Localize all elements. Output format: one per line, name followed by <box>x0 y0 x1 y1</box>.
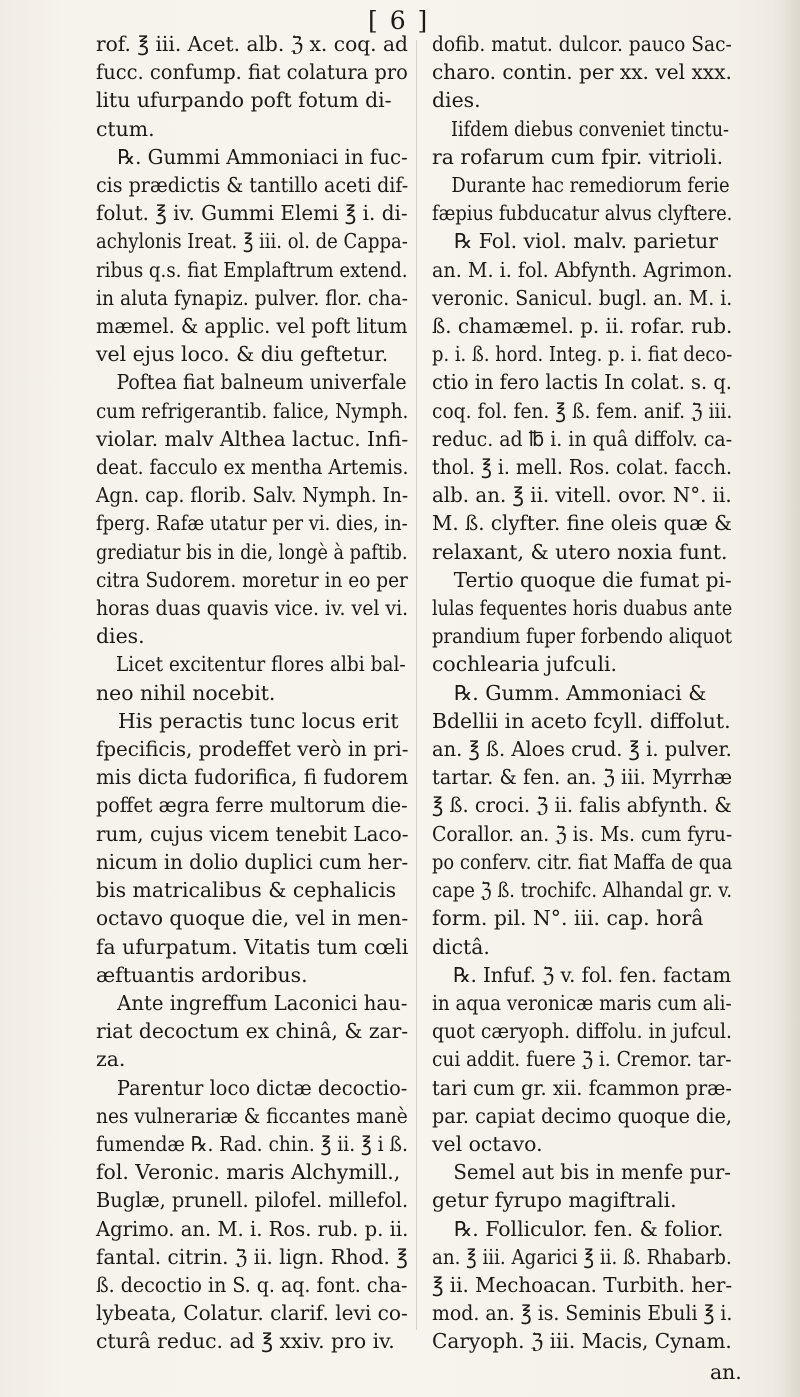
text-line: violar. malv Althea lactuc. Infi- <box>96 426 409 451</box>
text-line: Tertio quoque die fumat pi- <box>453 567 732 592</box>
page-number: [ 6 ] <box>368 6 430 35</box>
text-line: vel octavo. <box>432 1131 543 1156</box>
text-line: alb. an. ℥ ii. vitell. ovor. N°. ii. <box>432 483 732 508</box>
text-line: Bdellii in aceto fcyll. diffolut. <box>432 708 731 733</box>
text-line: dofib. matut. dulcor. pauco Sac- <box>432 32 732 56</box>
text-line: litu ufurpando poft fotum di- <box>96 88 392 113</box>
text-line: bis matricalibus & cephalicis <box>96 878 397 903</box>
text-line: ribus q.s. fiat Emplaftrum extend. <box>96 257 408 282</box>
text-line: Parentur loco dictæ decoctio- <box>116 1075 408 1100</box>
text-line: rum, cujus vicem tenebit Laco- <box>96 821 409 846</box>
text-line: æftuantis ardoribus. <box>96 962 308 987</box>
text-line: relaxant, & utero noxia funt. <box>432 539 728 564</box>
text-line: cui addit. fuere ℨ i. Cremor. tar- <box>432 1047 732 1072</box>
text-line: achylonis Ireat. ℥ iii. ol. de Cappa- <box>96 229 408 254</box>
text-line: vel ejus loco. & diu geftetur. <box>96 342 389 367</box>
text-line: cum refrigerantib. falice, Nymph. <box>96 398 409 423</box>
text-line: Semel aut bis in menfe pur- <box>453 1160 731 1185</box>
text-line: lybeata, Colatur. clarif. levi co- <box>96 1301 408 1326</box>
text-line: po conferv. citr. fiat Maffa de qua <box>432 849 733 874</box>
text-line: par. capiat decimo quoque die, <box>432 1103 733 1128</box>
right-text-column <box>432 30 732 1356</box>
text-line: ℞. Infuf. ℨ v. fol. fen. factam <box>453 962 732 987</box>
text-line: mæmel. & applic. vel poft litum <box>96 314 408 339</box>
text-line: ℥ ß. croci. ℨ ii. falis abfynth. & <box>432 793 732 818</box>
text-line: dies. <box>432 88 481 113</box>
column-divider <box>416 40 417 1330</box>
text-line: mis dicta fudorifica, fi fudorem <box>96 765 409 790</box>
text-line: form. pil. N°. iii. cap. horâ <box>432 906 704 931</box>
text-line: ℞. Folliculor. fen. & folior. <box>454 1216 724 1241</box>
text-line: dictâ. <box>432 934 490 959</box>
text-line: tari cum gr. xii. fcammon præ- <box>432 1075 732 1100</box>
text-line: octavo quoque die, vel in men- <box>96 906 409 931</box>
text-line: fantal. citrin. ℨ ii. lign. Rhod. ℥ <box>96 1244 408 1269</box>
text-line: fpecificis, prodeffet verò in pri- <box>96 737 409 762</box>
text-line: fperg. Rafæ utatur per vi. dies, in- <box>96 511 408 536</box>
text-line: za. <box>96 1047 126 1072</box>
text-line: an. M. i. fol. Abfynth. Agrimon. <box>432 257 733 282</box>
text-line: Corallor. an. ℨ is. Ms. cum fyru- <box>432 821 733 846</box>
text-line: lulas fequentes horis duabus ante <box>432 596 733 621</box>
text-line: mod. an. ℥ is. Seminis Ebuli ℥ i. <box>432 1301 733 1326</box>
text-line: thol. ℥ i. mell. Ros. colat. facch. <box>432 455 732 480</box>
text-line: cturâ reduc. ad ℥ xxiv. pro iv. <box>96 1329 395 1354</box>
text-line: fucc. confump. fiat colatura pro <box>96 60 408 85</box>
text-line: quot cæryoph. diffolu. in jufcul. <box>432 1019 732 1044</box>
text-line: tartar. & fen. an. ℨ iii. Myrrhæ <box>432 765 733 790</box>
text-line: Iifdem diebus conveniet tinctu- <box>450 116 729 141</box>
text-line: ß. decoctio in S. q. aq. font. cha- <box>96 1272 408 1297</box>
text-line: ctum. <box>96 116 155 141</box>
text-line: neo nihil nocebit. <box>96 680 276 705</box>
text-line: in aqua veronicæ maris cum ali- <box>432 990 732 1015</box>
text-line: cochlearia jufculi. <box>432 652 617 677</box>
text-line: horas duas quavis vice. iv. vel vi. <box>96 596 409 621</box>
text-line: Ante ingreffum Laconici hau- <box>117 990 408 1015</box>
text-line: an. ℥ ß. Aloes crud. ℥ i. pulver. <box>432 737 732 762</box>
text-line: citra Sudorem. moretur in eo per <box>96 567 408 592</box>
text-line: cis prædictis & tantillo aceti dif- <box>96 173 409 198</box>
text-line: fæpius fubducatur alvus clyftere. <box>432 201 733 226</box>
page-edge-shadow <box>778 0 800 1397</box>
text-line: riat decoctum ex chinâ, & zar- <box>96 1019 409 1044</box>
text-line: reduc. ad ℔ i. in quâ diffolv. ca- <box>432 426 733 451</box>
text-line: fumendæ ℞. Rad. chin. ℥ ii. ℥ i ß. <box>96 1131 408 1156</box>
text-line: an. ℥ iii. Agarici ℥ ii. ß. Rhabarb. <box>432 1244 732 1269</box>
text-line: ℞. Gumm. Ammoniaci & <box>454 680 707 705</box>
text-line: Poftea fiat balneum univerfale <box>116 370 407 395</box>
text-line: Caryoph. ℨ iii. Macis, Cynam. <box>432 1329 732 1354</box>
left-text-column <box>96 30 408 1356</box>
text-line: prandium fuper forbendo aliquot <box>432 624 733 649</box>
text-line: fa ufurpatum. Vitatis tum cœli <box>96 934 409 959</box>
text-line: in aluta fynapiz. pulver. flor. cha- <box>96 285 408 310</box>
text-line: Licet excitentur flores albi bal- <box>115 652 406 677</box>
text-line: coq. fol. fen. ℥ ß. fem. anif. ℨ iii. <box>432 398 733 423</box>
text-line: folut. ℥ iv. Gummi Elemi ℥ i. di- <box>96 201 408 226</box>
text-line: charo. contin. per xx. vel xxx. <box>432 60 732 85</box>
text-line: p. i. ß. hord. Integ. p. i. fiat deco- <box>432 342 733 367</box>
text-line: Buglæ, prunell. pilofel. millefol. <box>96 1188 409 1213</box>
text-line: Agrimo. an. M. i. Ros. rub. p. ii. <box>96 1216 409 1241</box>
text-line: ctio in fero lactis In colat. s. q. <box>432 370 732 395</box>
text-line: ℞ Fol. viol. malv. parietur <box>454 229 719 254</box>
text-line: ℞. Gummi Ammoniaci in fuc- <box>117 144 408 169</box>
text-line: ß. chamæmel. p. ii. rofar. rub. <box>432 314 733 339</box>
text-line: ℥ ii. Mechoacan. Turbith. her- <box>432 1272 733 1297</box>
text-line: M. ß. clyfter. fine oleis quæ & <box>432 511 732 536</box>
text-line: deat. facculo ex mentha Artemis. <box>96 455 409 480</box>
text-line: rof. ℥ iii. Acet. alb. ℨ x. coq. ad <box>96 32 408 56</box>
catchword: an. <box>710 1360 742 1384</box>
text-line: grediatur bis in die, longè à paftib. <box>96 539 408 564</box>
text-line: Agn. cap. florib. Salv. Nymph. In- <box>96 483 409 508</box>
text-line: His peractis tunc locus erit <box>118 708 399 733</box>
text-line: poffet ægra ferre multorum die- <box>96 793 408 818</box>
text-line: Durante hac remediorum ferie <box>451 173 730 198</box>
text-line: cape ℨ ß. trochifc. Alhandal gr. v. <box>432 878 733 903</box>
text-line: nicum in dolio duplici cum her- <box>96 849 409 874</box>
text-line: ra rofarum cum fpir. vitrioli. <box>432 144 724 169</box>
text-line: veronic. Sanicul. bugl. an. M. i. <box>432 285 733 310</box>
text-line: nes vulnerariæ & ficcantes manè <box>96 1103 408 1128</box>
text-line: getur fyrupo magiftrali. <box>432 1188 677 1213</box>
text-line: fol. Veronic. maris Alchymill., <box>96 1160 401 1185</box>
text-line: dies. <box>96 624 145 649</box>
